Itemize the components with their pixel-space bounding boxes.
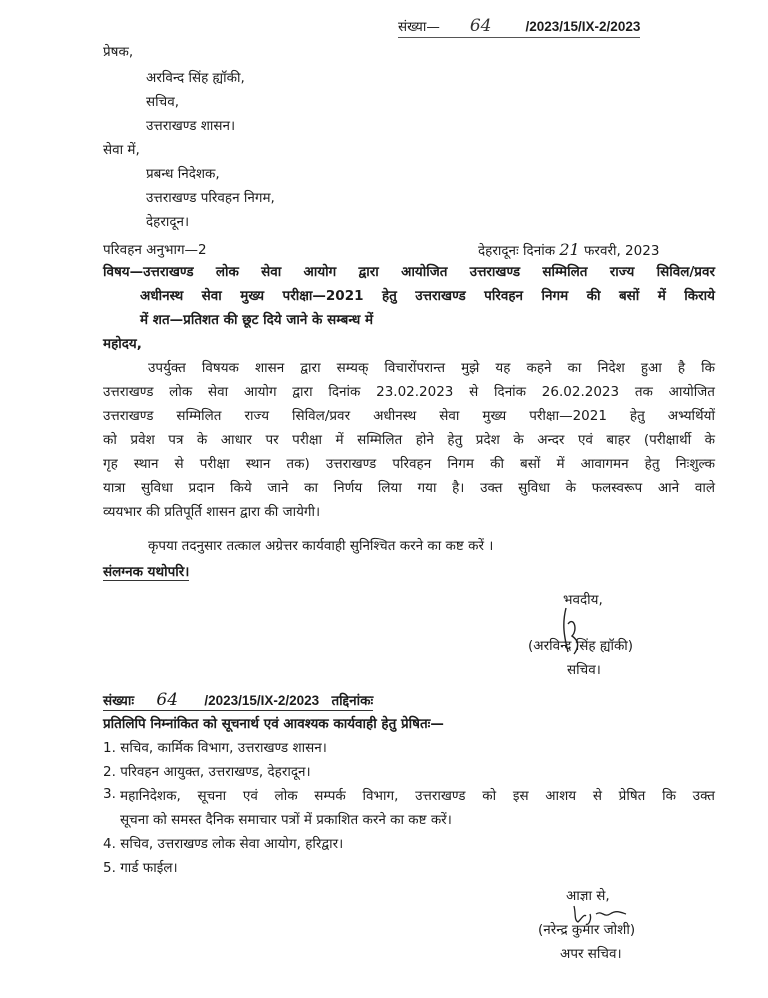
body-line: गृह स्थान से परीक्षा स्थान तक) उत्तराखण्ड परिवहन निगम की बसों में आवागमन हेतु निःशुल्क bbox=[103, 456, 715, 472]
copy-item-number: 3. bbox=[103, 786, 116, 802]
reference-label: संख्या— bbox=[398, 19, 440, 35]
handwritten-date-day: 21 bbox=[559, 240, 580, 259]
subject-line-2: अधीनस्थ सेवा मुख्य परीक्षा—2021 हेतु उत्तराखण्ड परिवहन निगम की बसों में किराये bbox=[140, 288, 715, 304]
enclosure-note: संलग्नक यथोपरि। bbox=[103, 564, 190, 580]
copy-reference-label: संख्याः bbox=[103, 693, 135, 709]
date-prefix: देहरादूनः दिनांक bbox=[478, 243, 556, 259]
sender-designation: सचिव, bbox=[146, 94, 179, 110]
copy-reference-suffix: /2023/15/IX-2/2023 bbox=[204, 693, 320, 708]
copy-item-number: 5. bbox=[103, 860, 116, 876]
copy-item-text: महानिदेशक, सूचना एवं लोक सम्पर्क विभाग, उत्तराखण्ड को इस आशय से प्रेषित कि उक्त bbox=[120, 788, 715, 804]
copy-item-text: गार्ड फाईल। bbox=[120, 860, 178, 876]
request-line: कृपया तदनुसार तत्काल अग्रेत्तर कार्यवाही सुनिश्चित करने का कष्ट करें । bbox=[148, 538, 494, 554]
closing-bhavdiya: भवदीय, bbox=[563, 592, 603, 608]
copy-intro: प्रतिलिपि निम्नांकित को सूचनार्थ एवं आवश्यक कार्यवाही हेतु प्रेषितः— bbox=[103, 716, 444, 732]
copy-item-text: सचिव, उत्तराखण्ड लोक सेवा आयोग, हरिद्वार। bbox=[120, 836, 344, 852]
handwritten-reference-number: 64 bbox=[469, 16, 492, 36]
copy-item-number: 2. bbox=[103, 764, 116, 780]
recipient-office: उत्तराखण्ड परिवहन निगम, bbox=[146, 190, 275, 206]
signatory-name: (अरविन्द सिंह ह्यॉकी) bbox=[528, 638, 634, 654]
body-line: उत्तराखण्ड लोक सेवा आयोग द्वारा दिनांक 23.02.2023 से दिनांक 26.02.2023 तक आयोजित bbox=[103, 384, 715, 400]
closing-by-order: आज्ञा से, bbox=[566, 888, 610, 904]
recipient-designation: प्रबन्ध निदेशक, bbox=[146, 166, 220, 182]
copy-reference-date: तद्दिनांकः bbox=[331, 693, 374, 709]
reference-number bbox=[398, 16, 640, 38]
signatory-designation: सचिव। bbox=[567, 662, 601, 678]
signatory-2-name: (नरेन्द्र कुमार जोशी) bbox=[538, 922, 636, 938]
letter-date bbox=[478, 240, 659, 259]
copy-item-text: परिवहन आयुक्त, उत्तराखण्ड, देहरादून। bbox=[120, 764, 311, 780]
section-name: परिवहन अनुभाग—2 bbox=[103, 242, 207, 258]
copy-item-text: सचिव, कार्मिक विभाग, उत्तराखण्ड शासन। bbox=[120, 740, 327, 756]
body-line: उपर्युक्त विषयक शासन द्वारा सम्यक् विचारोंपरान्त मुझे यह कहने का निदेश हुआ है कि bbox=[148, 360, 715, 376]
body-line: यात्रा सुविधा प्रदान किये जाने का निर्णय लिया गया है। उक्त सुविधा के फलस्वरूप आने वाले bbox=[103, 480, 715, 496]
sender-name: अरविन्द सिंह ह्यॉकी, bbox=[146, 70, 245, 86]
subject-line-3: में शत—प्रतिशत की छूट दिये जाने के सम्बन्ध में bbox=[140, 312, 374, 328]
copy-list-item bbox=[103, 738, 327, 756]
copy-handwritten-number: 64 bbox=[156, 690, 179, 710]
reference-suffix: /2023/15/IX-2/2023 bbox=[525, 19, 641, 34]
copy-list-item bbox=[103, 834, 343, 852]
copy-item-number: 1. bbox=[103, 740, 116, 756]
copy-list-item bbox=[103, 762, 311, 780]
body-line: उत्तराखण्ड सम्मिलित राज्य सिविल/प्रवर अधीनस्थ सेवा मुख्य परीक्षा—2021 हेतु अभ्यर्थियों bbox=[103, 408, 715, 424]
copy-reference bbox=[103, 690, 373, 711]
recipient-city: देहरादून। bbox=[146, 214, 190, 230]
body-line: व्ययभार की प्रतिपूर्ति शासन द्वारा की जायेगी। bbox=[103, 504, 321, 520]
copy-list-item bbox=[103, 858, 178, 876]
copy-item-text-continued: सूचना को समस्त दैनिक समाचार पत्रों में प्रकाशित करने का कष्ट करें। bbox=[120, 812, 452, 828]
recipient-label: सेवा में, bbox=[103, 142, 140, 158]
signatory-2-designation: अपर सचिव। bbox=[560, 946, 622, 962]
sender-office: उत्तराखण्ड शासन। bbox=[146, 118, 236, 134]
salutation: महोदय, bbox=[103, 336, 142, 352]
copy-item-number: 4. bbox=[103, 836, 116, 852]
body-line: को प्रवेश पत्र के आधार पर परीक्षा में सम्मिलित होने हेतु प्रदेश के अन्दर एवं बाहर (परीक्षार्थी के bbox=[103, 432, 715, 448]
date-month-year: फरवरी, 2023 bbox=[584, 243, 660, 259]
sender-label: प्रेषक, bbox=[103, 44, 134, 60]
subject-line-1: विषय—उत्तराखण्ड लोक सेवा आयोग द्वारा आयोजित उत्तराखण्ड सम्मिलित राज्य सिविल/प्रवर bbox=[103, 264, 715, 280]
